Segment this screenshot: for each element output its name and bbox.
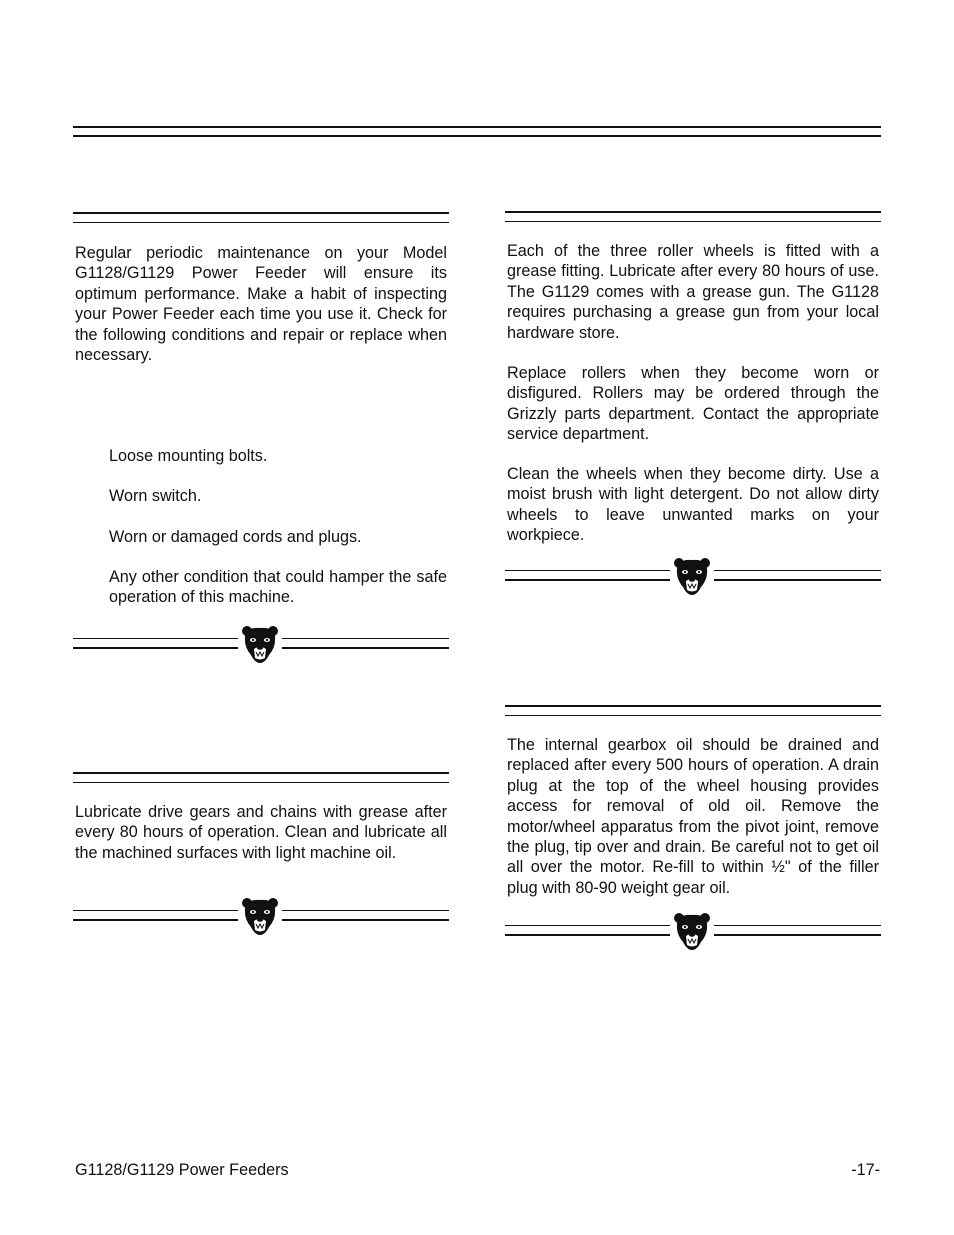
- bear-head-icon: [241, 897, 279, 942]
- header-rule: [73, 126, 881, 137]
- gearbox-paragraph: The internal gearbox oil should be drained and replaced after every 500 hours of operation. A drain plug at the top of the wheel housing provides access for removal of old oil. Remove the motor/wheel apparatus from the pivot joint, remove the plug, tip over and drain. Be careful not to get oil all over the motor. Re-fill to within ½" of the filler plug with 80-90 weight gear oil.: [507, 736, 879, 897]
- bear-divider: [505, 912, 881, 952]
- bear-head-icon: [673, 912, 711, 957]
- lubrication-paragraph: Lubricate drive gears and chains with grease after every 80 hours of operation. Clean and lubricate all the machined surfaces with light machine oil.: [75, 803, 447, 862]
- checklist-item: Worn switch.: [109, 487, 202, 505]
- bear-head-icon: [241, 625, 279, 670]
- roller-paragraph-1: Each of the three roller wheels is fitted with a grease fitting. Lubricate after every 80 hours of use. The G1129 comes with a grease gun. The G1128 requires purchasing a grease gun from your local hardware store.: [507, 242, 879, 342]
- bear-divider: [73, 897, 449, 937]
- section-rule-lubrication: [73, 772, 449, 783]
- page-number: -17-: [851, 1161, 880, 1179]
- checklist-item: Any other condition that could hamper the safe operation of this machine.: [109, 568, 447, 607]
- roller-paragraph-2: Replace rollers when they become worn or disfigured. Rollers may be ordered through the Grizzly parts department. Contact the appropriate service department.: [507, 364, 879, 444]
- checklist-item: Loose mounting bolts.: [109, 447, 268, 465]
- section-rule-inspection: [73, 212, 449, 223]
- section-rule-rollers: [505, 211, 881, 222]
- section-rule-gearbox: [505, 705, 881, 716]
- bear-divider: [505, 557, 881, 597]
- roller-paragraph-3: Clean the wheels when they become dirty. Use a moist brush with light detergent. Do not allow dirty wheels to leave unwanted marks on your workpiece.: [507, 465, 879, 545]
- inspection-paragraph: Regular periodic maintenance on your Model G1128/G1129 Power Feeder will ensure its optimum performance. Make a habit of inspecting your Power Feeder each time you use it. Check for the following conditions and repair or replace when necessary.: [75, 244, 447, 365]
- bear-divider: [73, 625, 449, 665]
- checklist-item: Worn or damaged cords and plugs.: [109, 528, 362, 546]
- footer-title: G1128/G1129 Power Feeders: [75, 1161, 289, 1179]
- bear-head-icon: [673, 557, 711, 602]
